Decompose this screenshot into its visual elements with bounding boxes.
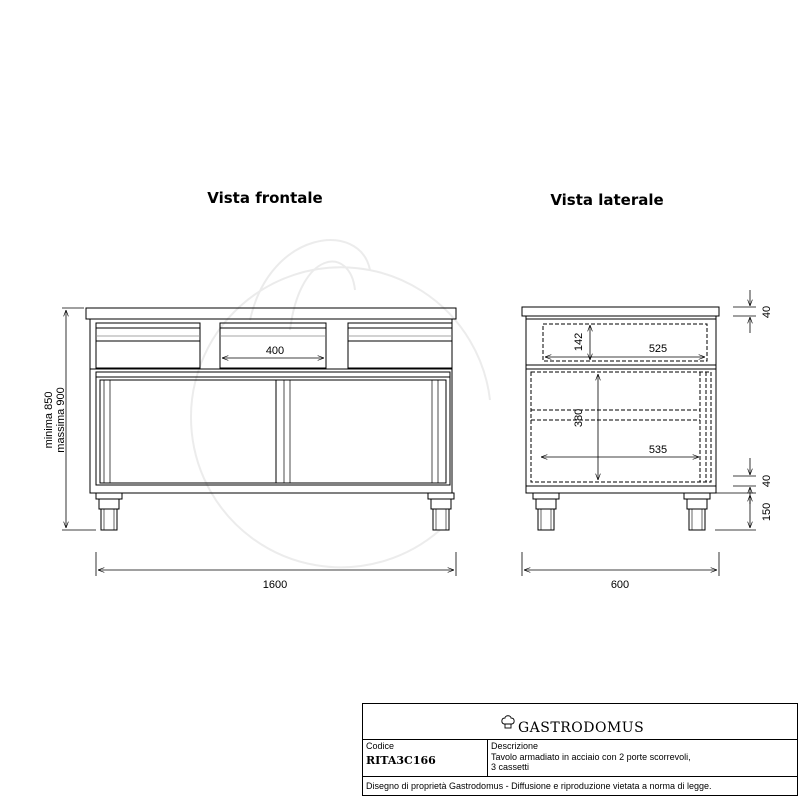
dim-drawer-height: 142	[573, 332, 585, 352]
title-block	[362, 703, 798, 796]
code-cell	[363, 739, 488, 776]
dim-overall-depth: 600	[610, 579, 630, 591]
front-worktop	[86, 308, 456, 319]
front-view-title: Vista frontale	[207, 189, 323, 207]
description-label: Descrizione	[491, 741, 539, 751]
dim-drawer-width: 400	[265, 345, 285, 357]
side-cabinet-outline	[531, 372, 711, 482]
dim-height-range: minima 850massima 900	[43, 387, 67, 453]
dim-top-thickness: 40	[761, 305, 773, 319]
dim-foot-height: 150	[761, 502, 773, 522]
side-foot-right	[684, 493, 710, 530]
front-view	[86, 308, 456, 530]
side-drawer-outline	[543, 324, 707, 361]
description-value: Tavolo armadiato in acciaio con 2 porte scorrevoli, 3 cassetti	[491, 752, 691, 772]
dim-drawer-depth: 525	[648, 343, 668, 355]
dim-overall-width: 1600	[262, 579, 288, 591]
side-foot-left	[533, 493, 559, 530]
description-cell	[487, 739, 797, 776]
dim-cabinet-height: 380	[573, 408, 585, 428]
side-view-title: Vista laterale	[550, 191, 664, 209]
front-foot-left	[96, 493, 122, 530]
brand-logo	[501, 710, 644, 736]
dim-cabinet-depth: 535	[648, 444, 668, 456]
code-label: Codice	[366, 741, 395, 751]
side-view	[522, 307, 719, 530]
code-value: RITA3C166	[366, 754, 436, 767]
front-foot-right	[428, 493, 454, 530]
brand-name: GASTRODOMUS	[518, 720, 645, 736]
front-drawer-right	[348, 323, 452, 368]
front-dimensions	[62, 308, 456, 576]
ownership-notice: Disegno di proprietà Gastrodomus - Diffusione e riproduzione vietata a norma di legge.	[366, 781, 712, 791]
watermark-logo	[191, 240, 490, 567]
front-door-right	[276, 380, 446, 483]
front-drawer-left	[96, 323, 200, 368]
front-cabinet	[96, 372, 450, 485]
side-worktop	[522, 307, 719, 316]
side-dimensions	[522, 290, 756, 576]
side-body	[526, 316, 716, 493]
front-door-left	[100, 380, 276, 483]
title-block-info-row	[363, 739, 797, 777]
dim-shelf-thickness: 40	[761, 474, 773, 488]
title-block-logo-row	[363, 704, 797, 740]
chef-hat-icon	[501, 714, 515, 732]
